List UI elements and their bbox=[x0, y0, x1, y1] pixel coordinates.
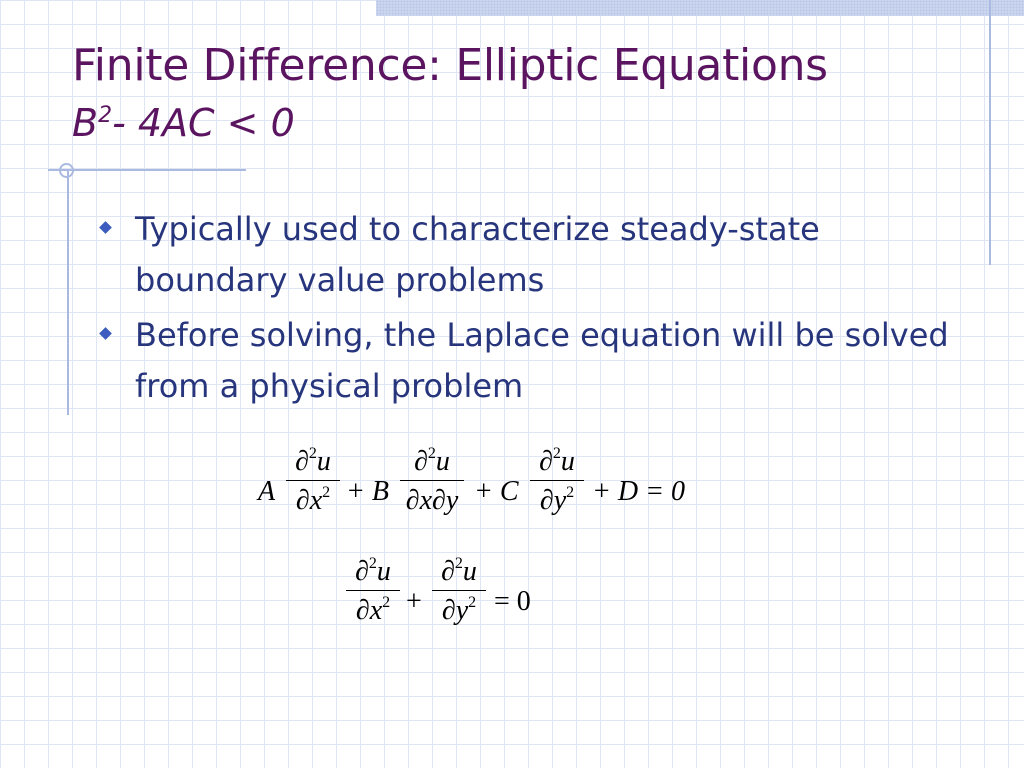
partial-symbol: ∂ bbox=[539, 446, 553, 477]
denominator-dy: ∂y bbox=[539, 485, 567, 516]
exponent: 2 bbox=[552, 445, 561, 462]
partial-symbol: ∂ bbox=[441, 556, 455, 587]
laplace-equation bbox=[346, 556, 566, 646]
exponent: 2 bbox=[382, 594, 391, 611]
plus-sign: + bbox=[406, 586, 422, 617]
fraction-d2u-dx2 bbox=[346, 556, 400, 627]
diamond-bullet-icon bbox=[99, 221, 112, 234]
exponent: 2 bbox=[368, 555, 377, 572]
exponent: 2 bbox=[468, 594, 477, 611]
partial-symbol: ∂ bbox=[295, 446, 309, 477]
variable-u: u bbox=[435, 446, 450, 477]
diamond-bullet-icon bbox=[99, 327, 112, 340]
fraction-bar bbox=[432, 590, 486, 591]
denominator-dx: ∂x bbox=[295, 485, 323, 516]
subtitle-rest: - 4AC < 0 bbox=[112, 101, 295, 145]
bullet-item bbox=[95, 310, 955, 412]
exponent: 2 bbox=[322, 484, 331, 501]
fraction-bar bbox=[400, 480, 464, 481]
exponent: 2 bbox=[566, 484, 575, 501]
variable-u: u bbox=[316, 446, 331, 477]
title-underline bbox=[48, 169, 246, 171]
exponent: 2 bbox=[308, 445, 317, 462]
coef-b: + B bbox=[346, 476, 389, 507]
exponent: 2 bbox=[454, 555, 463, 572]
fraction-d2u-dxdy bbox=[400, 446, 464, 517]
partial-symbol: ∂ bbox=[414, 446, 428, 477]
decorative-vertical-line-left bbox=[67, 170, 69, 415]
general-pde-equation bbox=[258, 446, 708, 536]
decorative-ring-icon bbox=[59, 163, 74, 178]
denominator-dx: ∂x bbox=[355, 595, 383, 626]
variable-u: u bbox=[462, 556, 477, 587]
variable-u: u bbox=[376, 556, 391, 587]
bullet-item bbox=[95, 204, 955, 306]
denominator-dy: ∂y bbox=[441, 595, 469, 626]
fraction-d2u-dy2 bbox=[432, 556, 486, 627]
fraction-bar bbox=[286, 480, 340, 481]
bullet-text: Typically used to characterize steady-state boundary value problems bbox=[135, 210, 820, 299]
top-decorative-band bbox=[376, 0, 1024, 16]
denominator-dxdy: ∂x∂y bbox=[405, 485, 459, 516]
variable-u: u bbox=[560, 446, 575, 477]
slide-subtitle bbox=[72, 98, 295, 148]
bullet-text: Before solving, the Laplace equation will be solved from a physical problem bbox=[135, 316, 949, 405]
bullet-list bbox=[95, 204, 955, 416]
equals-zero: = 0 bbox=[494, 586, 531, 617]
equation-tail: + D = 0 bbox=[592, 476, 686, 507]
decorative-vertical-line-right bbox=[989, 0, 991, 265]
fraction-d2u-dy2 bbox=[530, 446, 584, 517]
coef-c: + C bbox=[474, 476, 519, 507]
partial-symbol: ∂ bbox=[355, 556, 369, 587]
fraction-d2u-dx2 bbox=[286, 446, 340, 517]
fraction-bar bbox=[530, 480, 584, 481]
fraction-bar bbox=[346, 590, 400, 591]
subtitle-b: B bbox=[72, 101, 99, 145]
exponent: 2 bbox=[427, 445, 436, 462]
subtitle-exponent: 2 bbox=[98, 103, 113, 128]
coef-a: A bbox=[258, 476, 276, 507]
slide-title: Finite Difference: Elliptic Equations bbox=[72, 40, 828, 91]
